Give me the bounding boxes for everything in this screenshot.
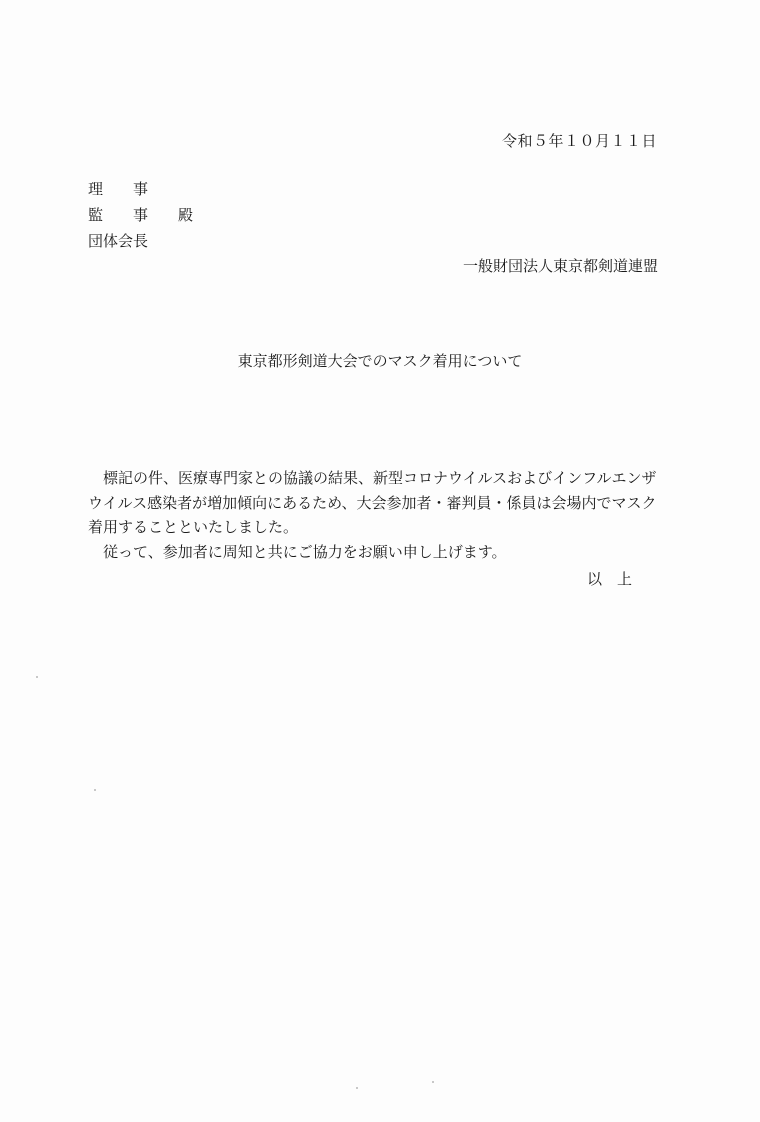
document-date: 令和５年１０月１１日 <box>501 132 657 150</box>
document-subject: 東京都形剣道大会でのマスク着用について <box>237 352 523 370</box>
scan-speck <box>36 676 38 678</box>
recipient-directors: 理 事 <box>88 180 149 198</box>
scan-speck <box>432 1081 434 1083</box>
closing-mark: 以 上 <box>586 570 632 588</box>
body-paragraph-main: 標記の件、医療専門家との協議の結果、新型コロナウイルスおよびインフルエンザウイルス感染者が増加傾向にあるため、大会参加者・審判員・係員は会場内でマスク着用することといたしました。 <box>88 469 657 536</box>
scan-speck <box>356 1087 358 1089</box>
body-paragraph-request: 従って、参加者に周知と共にご協力をお願い申し上げます。 <box>103 542 507 561</box>
recipient-auditors: 監 事 殿 <box>88 206 194 224</box>
sender-organization: 一般財団法人東京都剣道連盟 <box>462 257 658 275</box>
scan-speck <box>94 789 96 791</box>
recipient-group-heads: 団体会長 <box>88 232 149 250</box>
document-body <box>88 466 668 564</box>
recipient-block <box>88 176 193 254</box>
